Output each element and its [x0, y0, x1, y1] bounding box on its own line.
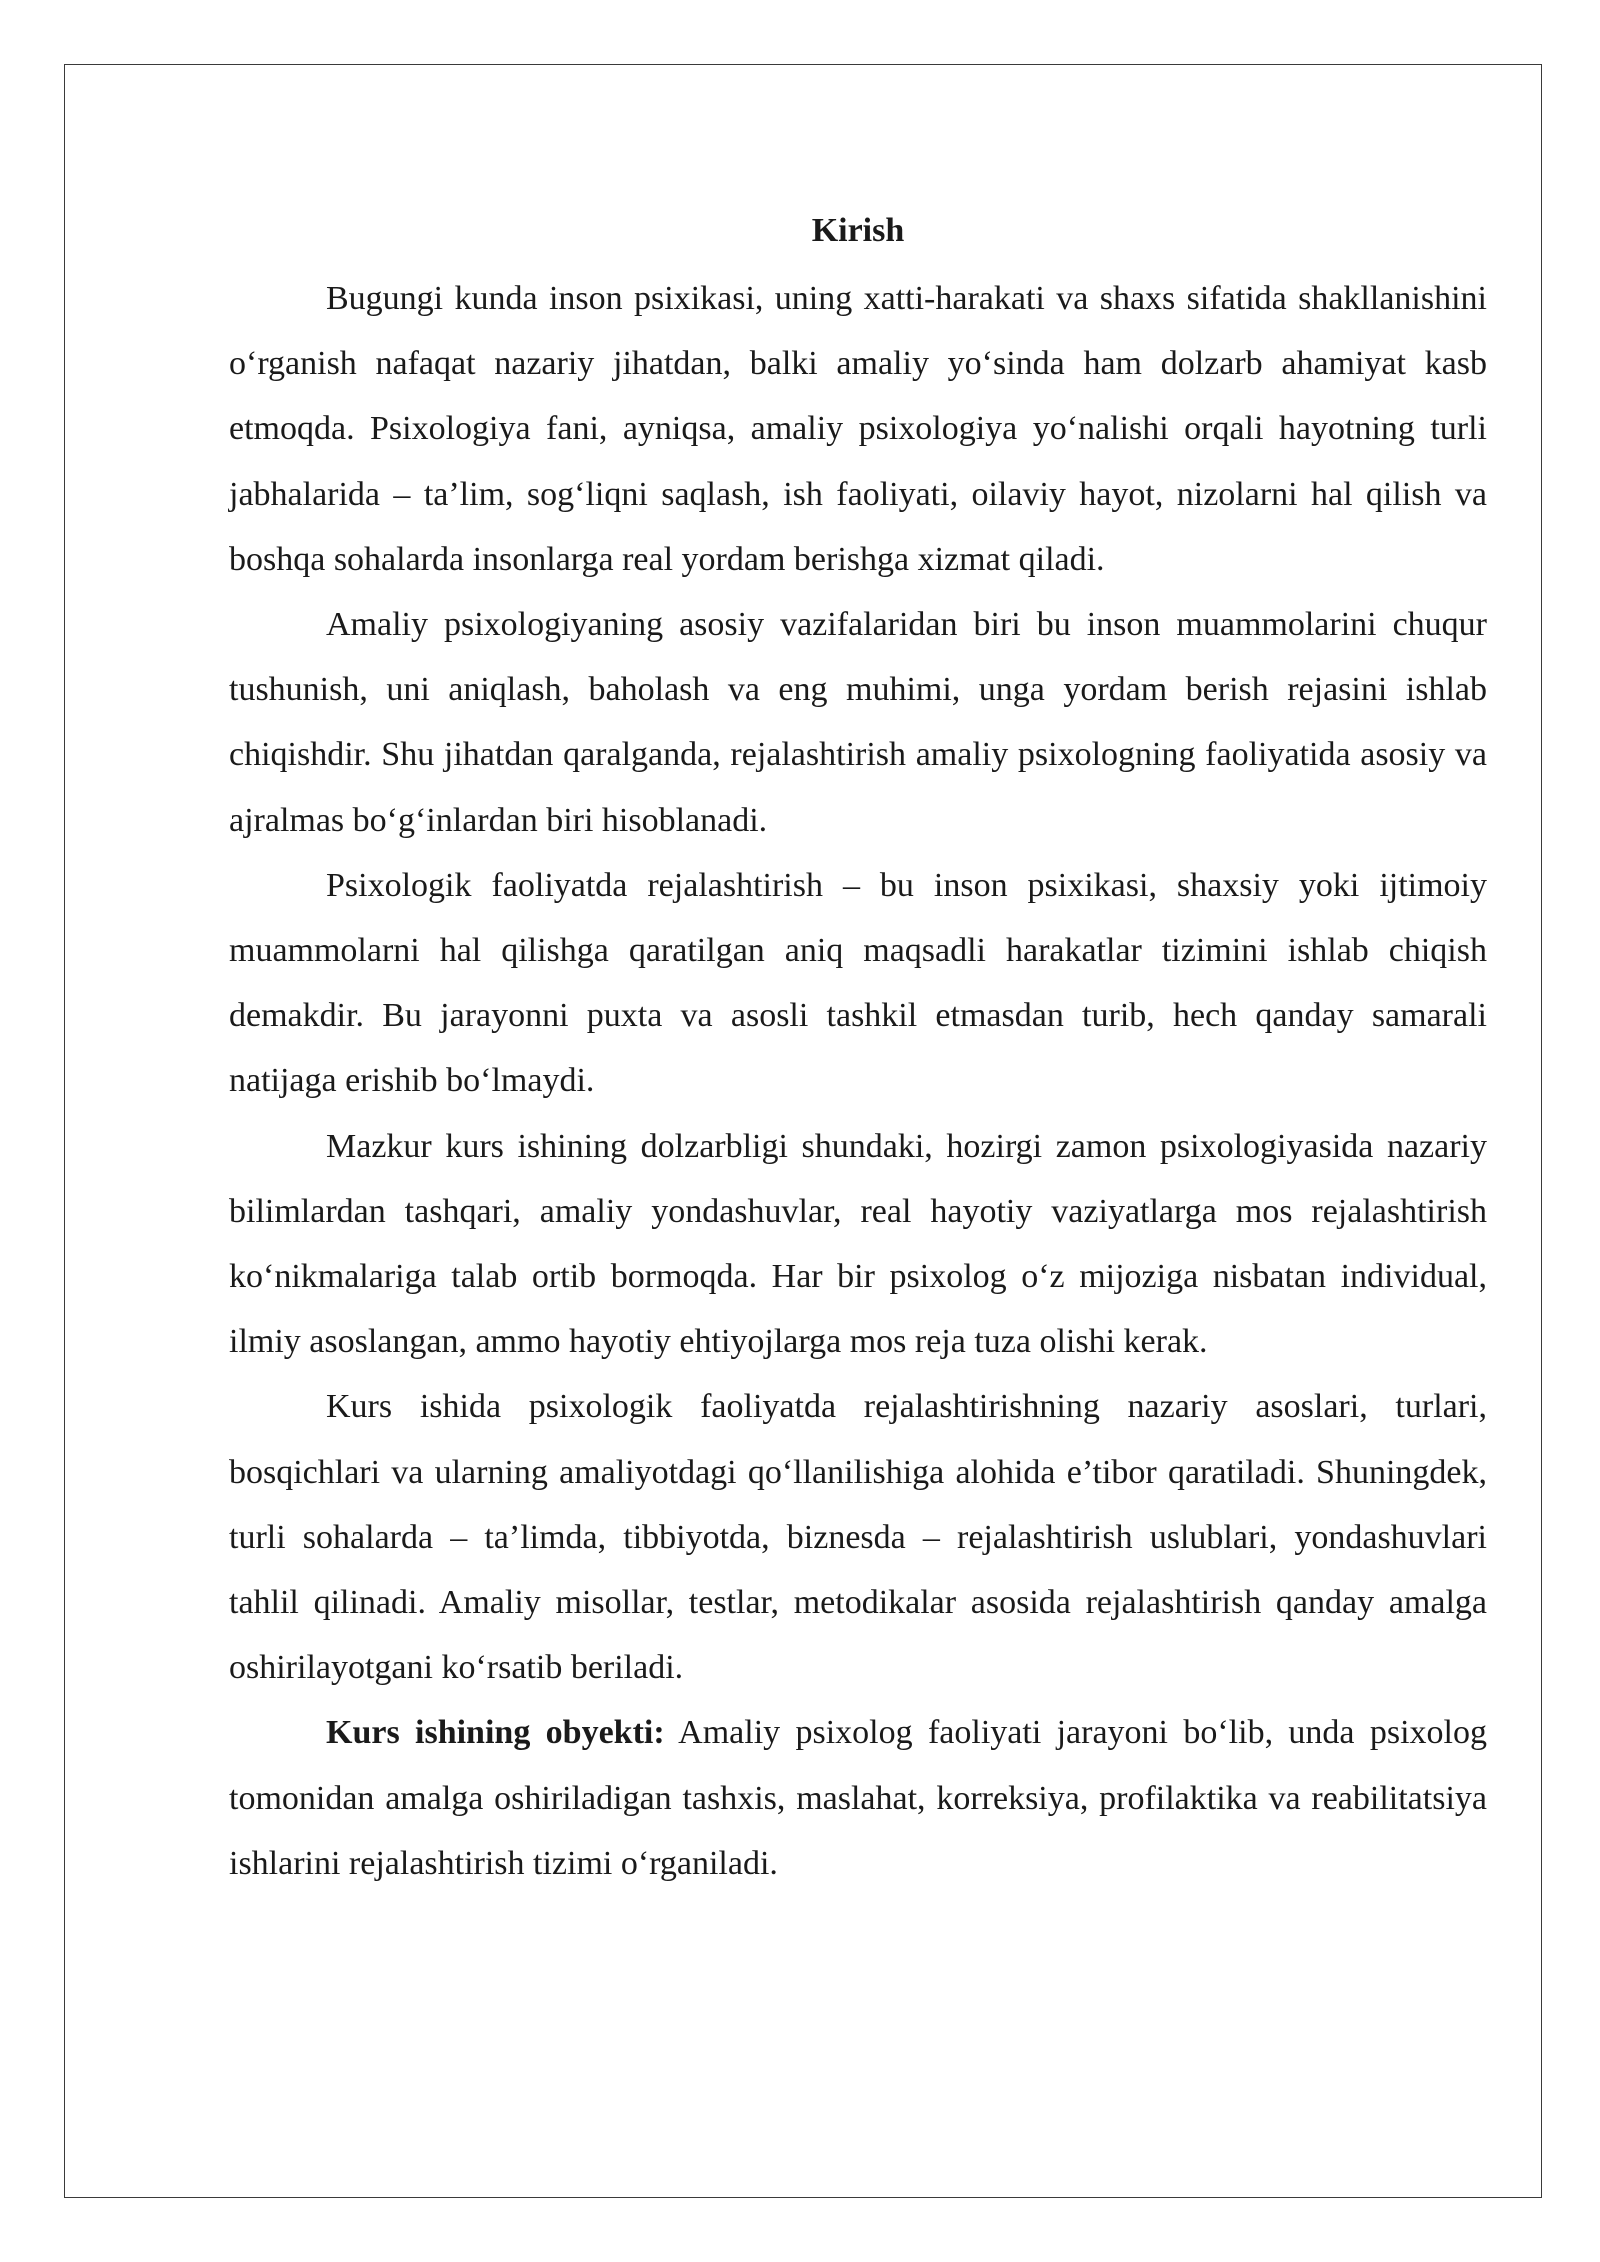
object-text: Amaliy psixolog faoliyati jarayoni bo‘lib, unda psixolog tomonidan amalga oshiriladigan tashxis, maslahat, korreksiya, profilaktika va reabilitatsiya ishlarini rejalashtirish tizimi o‘rganiladi.: [229, 1714, 1487, 1882]
paragraph-planning-definition: Psixologik faoliyatda rejalashtirish – bu inson psixikasi, shaxsiy yoki ijtimoiy muammolarni hal qilishga qaratilgan aniq maqsadli harakatlar tizimini ishlab chiqish demakdir. Bu jarayonni puxta va asosli tashkil etmasdan turib, hech qanday samarali natijaga erishib bo‘lmaydi.: [229, 866, 1487, 1100]
paragraph-main-task: Amaliy psixologiyaning asosiy vazifalaridan biri bu inson muammolarini chuqur tushunish, uni aniqlash, baholash va eng muhimi, unga yordam berish rejasini ishlab chiqishdir. Shu jihatdan qaralganda, rejalashtirish amaliy psixologning faoliyatida asosiy va ajralmas bo‘g‘inlardan biri hisoblanadi.: [229, 606, 1487, 839]
paragraph-relevance: Mazkur kurs ishining dolzarbligi shundaki, hozirgi zamon psixologiyasida nazariy bilimlardan tashqari, amaliy yondashuvlar, real hayotiy vaziyatlarga mos rejalashtirish ko‘nikmalariga talab ortib bormoqda. Har bir psixolog o‘z mijoziga nisbatan individual, ilmiy asoslangan, ammo hayotiy ehtiyojlarga mos reja tuza olishi kerak.: [229, 1127, 1487, 1361]
paragraph-intro: Bugungi kunda inson psixikasi, uning xatti-harakati va shaxs sifatida shakllanishini o‘rganish nafaqat nazariy jihatdan, balki amaliy yo‘sinda ham dolzarb ahamiyat kasb etmoqda. Psixologiya fani, ayniqsa, amaliy psixologiya yo‘nalishi orqali hayotning turli jabhalarida – ta’lim, sog‘liqni saqlash, ish faoliyati, oilaviy hayot, nizolarni hal qilish va boshqa sohalarda insonlarga real yordam berishga xizmat qiladi.: [229, 280, 1487, 578]
paragraph-object: [229, 1700, 1487, 1896]
document-body: [229, 206, 1487, 1896]
paragraph-scope: Kurs ishida psixologik faoliyatda rejalashtirishning nazariy asoslari, turlari, bosqichlari va ularning amaliyotdagi qo‘llanilishiga alohida e’tibor qaratiladi. Shuningdek, turli sohalarda – ta’limda, tibbiyotda, biznesda – rejalashtirish uslublari, yondashuvlari tahlil qilinadi. Amaliy misollar, testlar, metodikalar asosida rejalashtirish qanday amalga oshirilayotgani ko‘rsatib beriladi.: [229, 1388, 1487, 1687]
object-label: Kurs ishining obyekti:: [326, 1714, 665, 1752]
section-title: Kirish: [811, 212, 905, 249]
